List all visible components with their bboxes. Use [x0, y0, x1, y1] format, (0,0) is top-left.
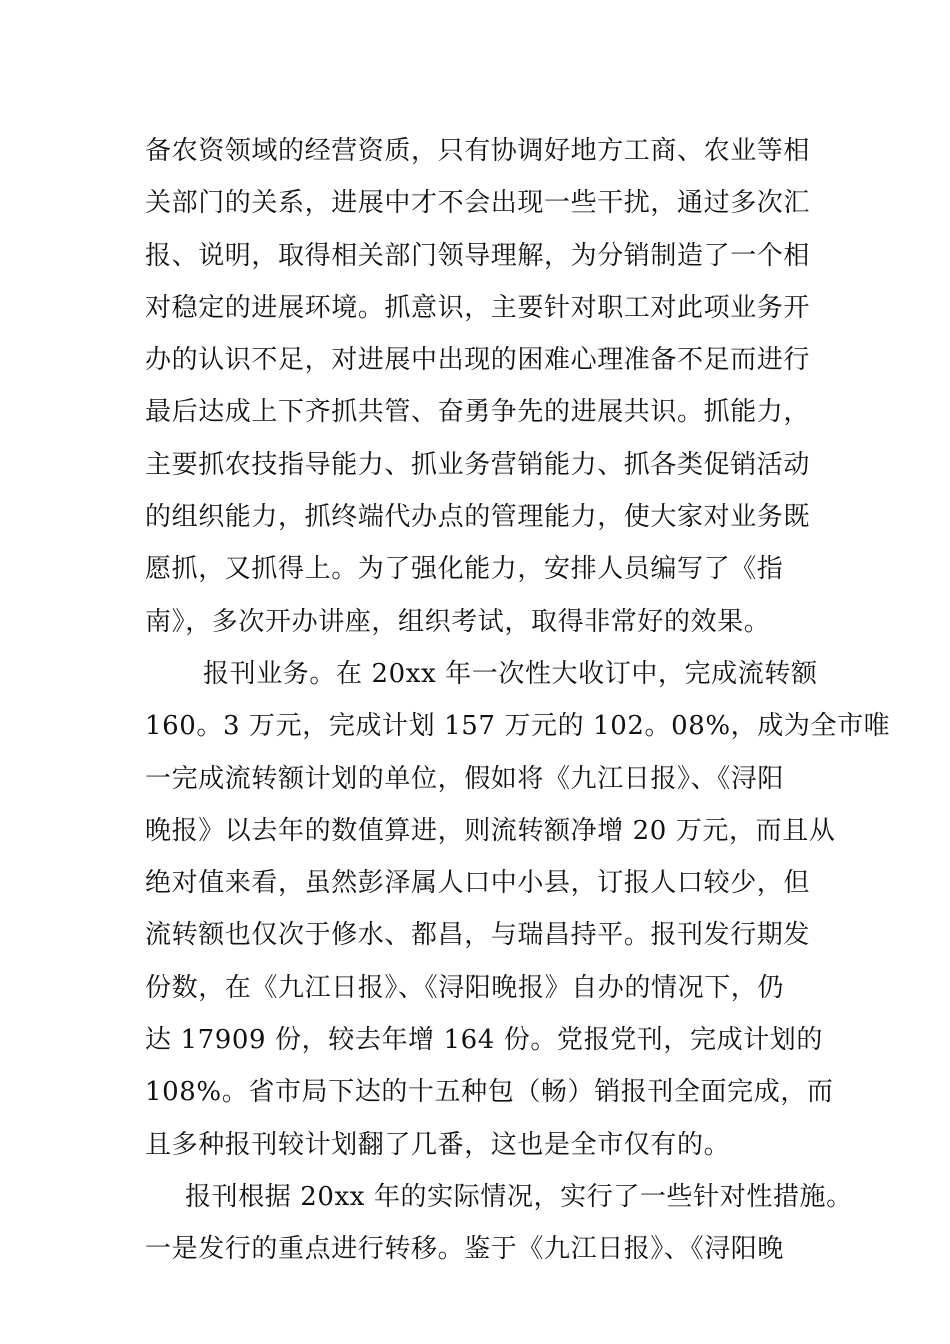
text-line: 一完成流转额计划的单位，假如将《九江日报》、《浔阳 — [145, 763, 785, 794]
text-line: 绝对值来看，虽然彭泽属人口中小县，订报人口较少，但 — [145, 868, 811, 899]
text-line: 关部门的关系，进展中才不会出现一些干扰，通过多次汇 — [145, 188, 811, 219]
text-line: 的组织能力，抓终端代办点的管理能力，使大家对业务既 — [145, 502, 811, 533]
text-line: 160。3 万元，完成计划 157 万元的 102。08%，成为全市唯 — [145, 711, 891, 742]
text-line: 对稳定的进展环境。抓意识，主要针对职工对此项业务开 — [145, 292, 811, 323]
text-line: 愿抓，又抓得上。为了强化能力，安排人员编写了《指 — [145, 554, 784, 585]
text-line: 报、说明，取得相关部门领导理解，为分销制造了一个相 — [145, 240, 811, 271]
text-line: 份数，在《九江日报》、《浔阳晚报》自办的情况下，仍 — [145, 972, 785, 1003]
text-line: 备农资领域的经营资质，只有协调好地方工商、农业等相 — [145, 136, 811, 166]
text-line: 晚报》以去年的数值算进，则流转额净增 20 万元，而且从 — [145, 815, 836, 846]
body-text — [145, 131, 891, 1282]
text-line: 办的认识不足，对进展中出现的困难心理准备不足而进行 — [145, 345, 811, 376]
paragraph-start-line: 报刊根据 20xx 年的实际情况，实行了一些针对性措施。 — [185, 1181, 853, 1212]
text-line: 流转额也仅次于修水、都昌，与瑞昌持平。报刊发行期发 — [145, 920, 811, 951]
text-line: 且多种报刊较计划翻了几番，这也是全市仅有的。 — [145, 1129, 731, 1160]
text-line: 108%。省市局下达的十五种包（畅）销报刊全面完成，而 — [145, 1077, 834, 1108]
text-line: 一是发行的重点进行转移。鉴于《九江日报》、《浔阳晚 — [145, 1234, 785, 1265]
text-line: 主要抓农技指导能力、抓业务营销能力、抓各类促销活动 — [145, 449, 811, 480]
paragraph-start-line: 报刊业务。在 20xx 年一次性大收订中，完成流转额 — [203, 658, 818, 689]
text-line: 达 17909 份，较去年增 164 份。党报党刊，完成计划的 — [145, 1025, 823, 1056]
text-line: 南》，多次开办讲座，组织考试，取得非常好的效果。 — [145, 606, 771, 637]
text-line: 最后达成上下齐抓共管、奋勇争先的进展共识。抓能力， — [145, 397, 811, 428]
